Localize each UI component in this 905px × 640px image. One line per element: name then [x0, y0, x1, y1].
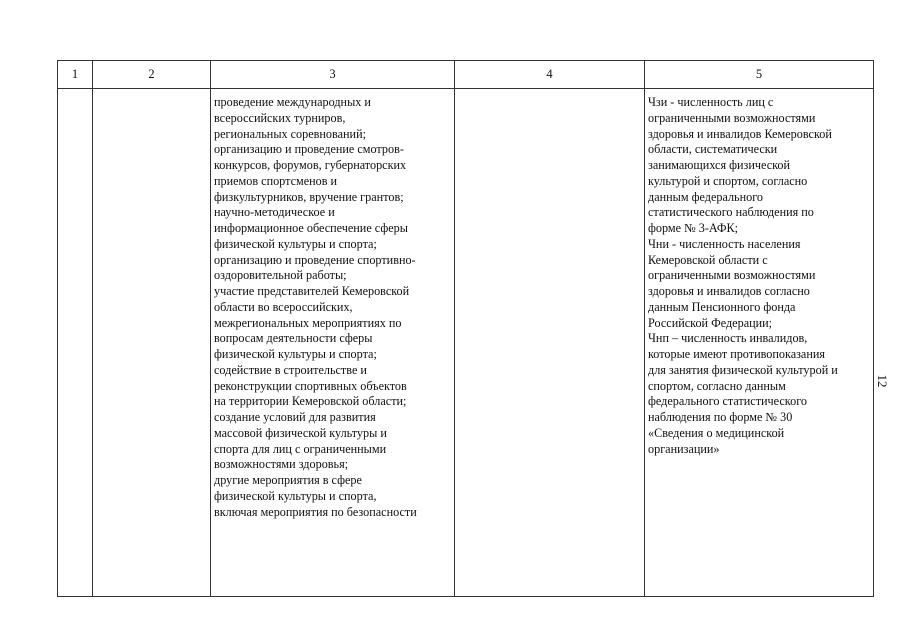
text-line: форме № 3-АФК;: [648, 221, 739, 235]
text-line: вопросам деятельности сферы: [214, 331, 373, 346]
text-line: другие мероприятия в сфере: [214, 473, 362, 487]
text-line: проведение международных и: [214, 95, 371, 109]
text-line: межрегиональных мероприятиях по: [214, 315, 402, 330]
text-line: организации»: [648, 441, 720, 456]
text-line: наблюдения по форме № 30: [648, 410, 793, 424]
text-line: ограниченными возможностями: [648, 268, 816, 283]
text-line: включая мероприятия по безопасности: [214, 504, 417, 519]
text-line: для занятия физической культурой и: [648, 362, 838, 377]
header-cell-col-5: 5: [645, 61, 874, 89]
page-number: 12: [875, 374, 890, 388]
text-line: здоровья и инвалидов Кемеровской: [648, 126, 832, 141]
text-line: физической культуры и спорта,: [214, 488, 377, 503]
text-line: организацию и проведение спортивно-: [214, 252, 416, 267]
text-line: Чзи - численность лиц с: [648, 95, 774, 109]
header-cell-col-2: 2: [93, 61, 211, 89]
text-line: реконструкции спортивных объектов: [214, 378, 407, 393]
text-line: информационное обеспечение сферы: [214, 221, 408, 235]
text-line: физической культуры и спорта;: [214, 236, 377, 251]
text-line: Чнп – численность инвалидов,: [648, 331, 808, 346]
table-header-row: [58, 61, 874, 89]
text-line: массовой физической культуры и: [214, 425, 387, 440]
text-line: спортом, согласно данным: [648, 378, 786, 393]
text-line: содействие в строительстве и: [214, 362, 367, 377]
body-cell-col-1: [58, 89, 93, 597]
header-cell-col-3: 3: [211, 61, 455, 89]
text-line: конкурсов, форумов, губернаторских: [214, 158, 407, 172]
text-line: здоровья и инвалидов согласно: [648, 284, 810, 298]
text-line: всероссийских турниров,: [214, 110, 346, 125]
body-cell-col-2: [93, 89, 211, 597]
text-line: Кемеровской области с: [648, 252, 768, 267]
text-line: на территории Кемеровской области;: [214, 394, 407, 409]
text-line: Чни - численность населения: [648, 236, 801, 251]
text-line: научно-методическое и: [214, 205, 335, 220]
text-line: области, систематически: [648, 142, 778, 157]
text-line: физической культуры и спорта;: [214, 347, 377, 361]
text-line: возможностями здоровья;: [214, 457, 349, 472]
document-table: [57, 60, 874, 597]
text-line: Российской Федерации;: [648, 315, 773, 330]
text-line: ограниченными возможностями: [648, 110, 816, 125]
text-line: приемов спортсменов и: [214, 173, 338, 188]
text-line: «Сведения о медицинской: [648, 425, 785, 440]
text-line: участие представителей Кемеровской: [214, 284, 410, 298]
text-line: федерального статистического: [648, 394, 807, 409]
text-line: культурой и спортом, согласно: [648, 173, 808, 188]
text-line: организацию и проведение смотров-: [214, 142, 404, 157]
text-line: оздоровительной работы;: [214, 268, 347, 283]
text-line: данным Пенсионного фонда: [648, 299, 796, 314]
text-line: которые имеют противопоказания: [648, 347, 825, 361]
text-line: статистического наблюдения по: [648, 205, 814, 220]
header-cell-col-4: 4: [455, 61, 645, 89]
text-line: данным федерального: [648, 189, 764, 204]
table-body-row: [58, 89, 874, 597]
text-line: занимающихся физической: [648, 158, 791, 172]
text-line: региональных соревнований;: [214, 126, 366, 141]
text-line: физкультурников, вручение грантов;: [214, 189, 404, 204]
text-line: спорта для лиц с ограниченными: [214, 441, 387, 456]
text-line: области во всероссийских,: [214, 299, 353, 314]
indicator-definitions: [645, 89, 873, 457]
activities-list: [211, 89, 454, 520]
text-line: создание условий для развития: [214, 410, 376, 424]
body-cell-col-4: [455, 89, 645, 597]
body-cell-col-3: [211, 89, 455, 597]
header-cell-col-1: 1: [58, 61, 93, 89]
body-cell-col-5: [645, 89, 874, 597]
